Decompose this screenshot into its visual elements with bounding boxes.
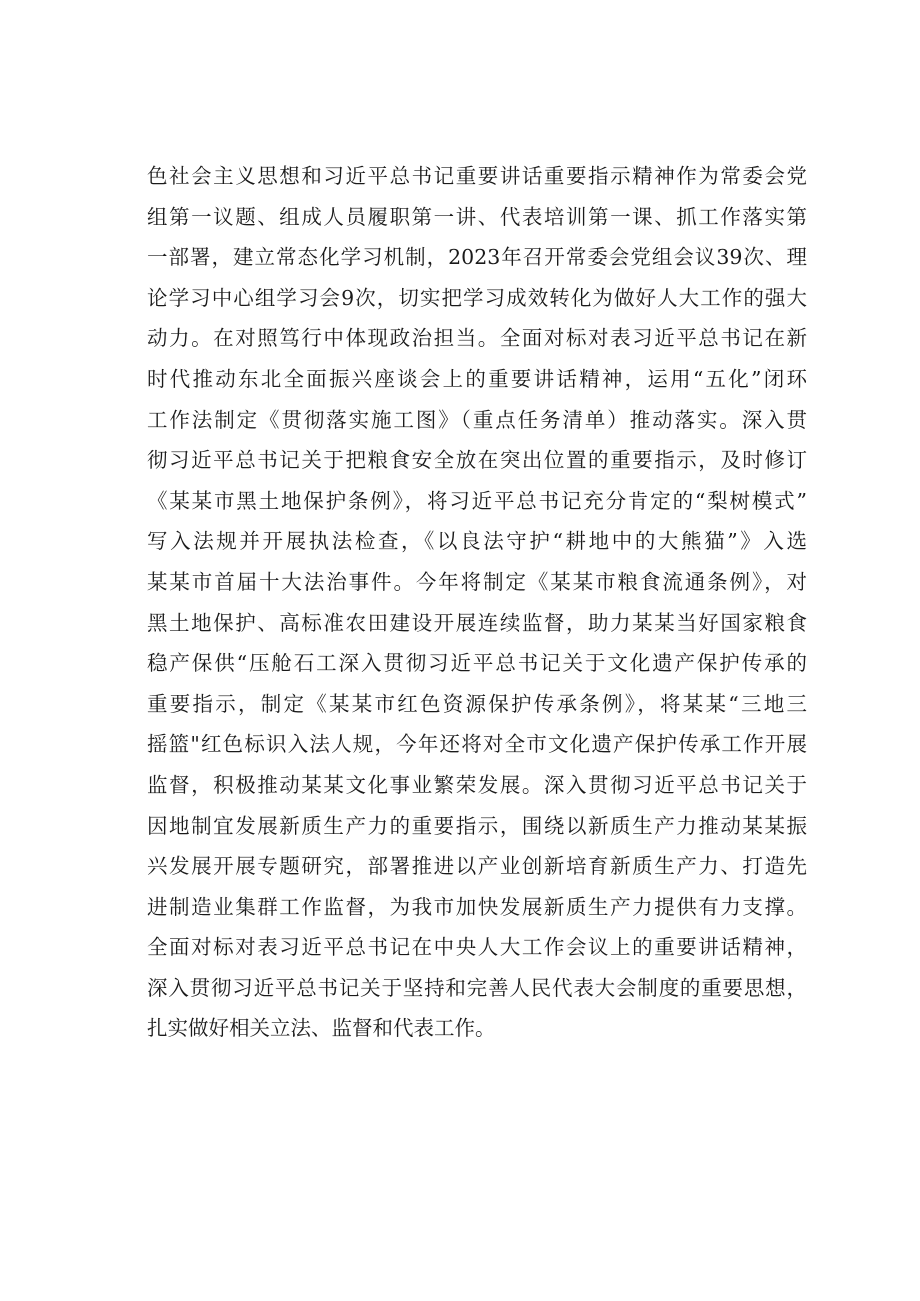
paragraph-line: 某某市首届十大法治事件。今年将制定《某某市粮食流通条例》，对 — [147, 569, 807, 594]
paragraph-line: 时代推动东北全面振兴座谈会上的重要讲话精神，运用“五化”闭环 — [147, 366, 807, 391]
paragraph-line: 深入贯彻习近平总书记关于坚持和完善人民代表大会制度的重要思想， — [147, 975, 807, 1000]
paragraph-line: 色社会主义思想和习近平总书记重要讲话重要指示精神作为常委会党 — [147, 164, 807, 188]
paragraph-line: 黑土地保护、高标准农田建设开展连续监督，助力某某当好国家粮食 — [147, 610, 807, 635]
paragraph-line: 摇篮"红色标识入法人规，今年还将对全市文化遗产保护传承工作开展 — [147, 732, 807, 757]
paragraph-line: 进制造业集群工作监督，为我市加快发展新质生产力提供有力支撑。 — [147, 894, 807, 919]
paragraph-line: 《某某市黑土地保护条例》，将习近平总书记充分肯定的“梨树模式” — [147, 488, 807, 513]
paragraph-line: 全面对标对表习近平总书记在中央人大工作会议上的重要讲话精神， — [147, 935, 807, 960]
paragraph-line: 论学习中心组学习会9次，切实把学习成效转化为做好人大工作的强大 — [147, 285, 807, 310]
paragraph-line: 兴发展开展专题研究，部署推进以产业创新培育新质生产力、打造先 — [147, 854, 807, 879]
paragraph-line: 组第一议题、组成人员履职第一讲、代表培训第一课、抓工作落实第 — [147, 204, 807, 229]
paragraph-line: 重要指示，制定《某某市红色资源保护传承条例》，将某某“三地三 — [147, 691, 807, 716]
paragraph-line: 扎实做好相关立法、监督和代表工作。 — [147, 1016, 496, 1041]
paragraph-line: 监督，积极推动某某文化事业繁荣发展。深入贯彻习近平总书记关于 — [147, 772, 807, 797]
body-paragraph — [147, 156, 807, 1049]
paragraph-line: 稳产保供“压舱石工深入贯彻习近平总书记关于文化遗产保护传承的 — [147, 651, 807, 676]
paragraph-line: 一部署，建立常态化学习机制，2023年召开常委会党组会议39次、理 — [147, 245, 807, 270]
paragraph-line: 动力。在对照笃行中体现政治担当。全面对标对表习近平总书记在新 — [147, 326, 807, 351]
paragraph-line: 彻习近平总书记关于把粮食安全放在突出位置的重要指示，及时修订 — [147, 448, 807, 473]
paragraph-line: 因地制宜发展新质生产力的重要指示，围绕以新质生产力推动某某振 — [147, 813, 807, 838]
paragraph-line: 写入法规并开展执法检查，《以良法守护“耕地中的大熊猫”》入选 — [147, 529, 807, 554]
paragraph-line: 工作法制定《贯彻落实施工图》（重点任务清单）推动落实。深入贯 — [147, 407, 807, 432]
